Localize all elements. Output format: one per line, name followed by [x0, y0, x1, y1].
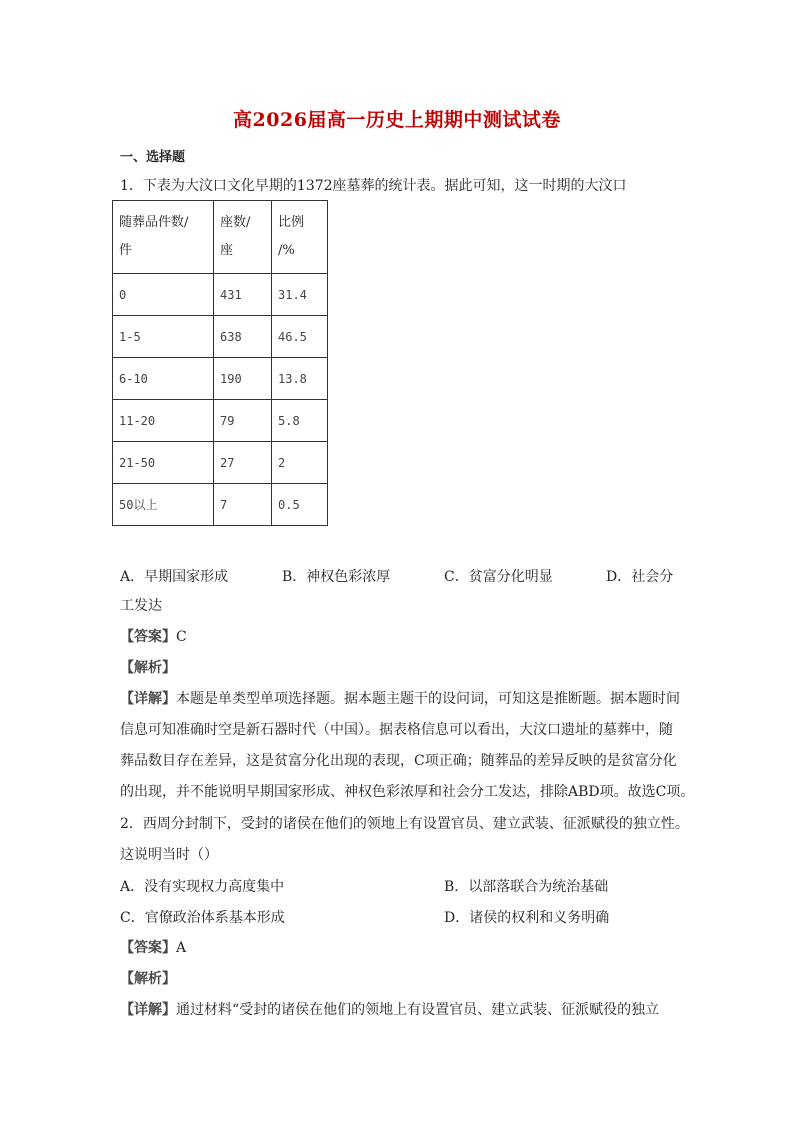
table-cell: 0.5 — [272, 484, 328, 526]
q1-detail-line: 信息可知准确时空是新石器时代（中国）。据表格信息可以看出，大汶口遗址的墓葬中，随 — [120, 722, 673, 738]
answer-tag: 【答案】 — [120, 940, 176, 956]
table-cell: 46.5 — [272, 316, 328, 358]
q2-analysis-tag: 【解析】 — [120, 971, 176, 987]
table-header-cell: 座数/ 座 — [214, 201, 272, 274]
table-cell: 638 — [214, 316, 272, 358]
answer-tag: 【答案】 — [120, 629, 176, 645]
q1-option-c[interactable]: C．贫富分化明显 — [444, 569, 553, 585]
detail-tag: 【详解】 — [120, 691, 176, 707]
table-cell: 7 — [214, 484, 272, 526]
q2-option-c[interactable]: C．官僚政治体系基本形成 — [120, 910, 285, 926]
q2-answer — [120, 938, 186, 958]
q1-analysis-tag: 【解析】 — [120, 660, 176, 676]
table-cell: 0 — [113, 274, 214, 316]
q1-answer — [120, 627, 187, 647]
q1-detail-line: 葬品数目存在差异，这是贫富分化出现的表现，C项正确；随葬品的差异反映的是贫富分化 — [120, 753, 677, 769]
table-cell: 6-10 — [113, 358, 214, 400]
table-cell: 2 — [272, 442, 328, 484]
table-cell: 1-5 — [113, 316, 214, 358]
q1-stem: 1．下表为大汶口文化早期的1372座墓葬的统计表。据此可知，这一时期的大汶口 — [120, 178, 627, 194]
q1-option-a[interactable]: A．早期国家形成 — [120, 569, 229, 585]
table-cell: 190 — [214, 358, 272, 400]
table-cell: 79 — [214, 400, 272, 442]
q1-option-b[interactable]: B．神权色彩浓厚 — [282, 569, 391, 585]
table-cell: 31.4 — [272, 274, 328, 316]
q1-detail-line: 【详解】本题是单类型单项选择题。据本题主题干的设问词，可知这是推断题。据本题时间 — [120, 691, 680, 707]
table-row — [113, 442, 328, 484]
table-row — [113, 358, 328, 400]
q2-option-a[interactable]: A．没有实现权力高度集中 — [120, 879, 285, 895]
answer-value: C — [176, 629, 187, 645]
table-cell: 5.8 — [272, 400, 328, 442]
q1-option-d-continued: 工发达 — [120, 598, 162, 614]
q2-option-d[interactable]: D．诸侯的权利和义务明确 — [444, 910, 610, 926]
table-cell: 21-50 — [113, 442, 214, 484]
answer-value: A — [176, 940, 187, 956]
q2-stem: 2．西周分封制下，受封的诸侯在他们的领地上有设置官员、建立武装、征派赋役的独立性。 — [120, 816, 689, 832]
q1-detail-line: 的出现，并不能说明早期国家形成、神权色彩浓厚和社会分工发达，排除ABD项。故选C项。 — [120, 784, 695, 800]
burial-stats-table — [112, 200, 328, 526]
q2-detail-line: 【详解】通过材料“受封的诸侯在他们的领地上有设置官员、建立武装、征派赋役的独立 — [120, 1002, 660, 1018]
table-header-cell: 随葬品件数/ 件 — [113, 201, 214, 274]
q2-stem-continued: 这说明当时（） — [120, 847, 218, 863]
table-cell: 50以上 — [113, 484, 214, 526]
table-row — [113, 316, 328, 358]
table-cell: 27 — [214, 442, 272, 484]
table-cell: 11-20 — [113, 400, 214, 442]
table-header-row — [113, 201, 328, 274]
table-header-cell: 比例 /% — [272, 201, 328, 274]
table-row — [113, 400, 328, 442]
table-cell: 13.8 — [272, 358, 328, 400]
q1-option-d[interactable]: D．社会分 — [606, 569, 674, 585]
q2-option-b[interactable]: B．以部落联合为统治基础 — [444, 879, 609, 895]
table-row — [113, 484, 328, 526]
table-row — [113, 274, 328, 316]
exam-title: 高2026届高一历史上期期中测试试卷 — [233, 109, 561, 131]
section-heading: 一、选择题 — [120, 150, 186, 165]
table-cell: 431 — [214, 274, 272, 316]
detail-tag: 【详解】 — [120, 1002, 176, 1018]
